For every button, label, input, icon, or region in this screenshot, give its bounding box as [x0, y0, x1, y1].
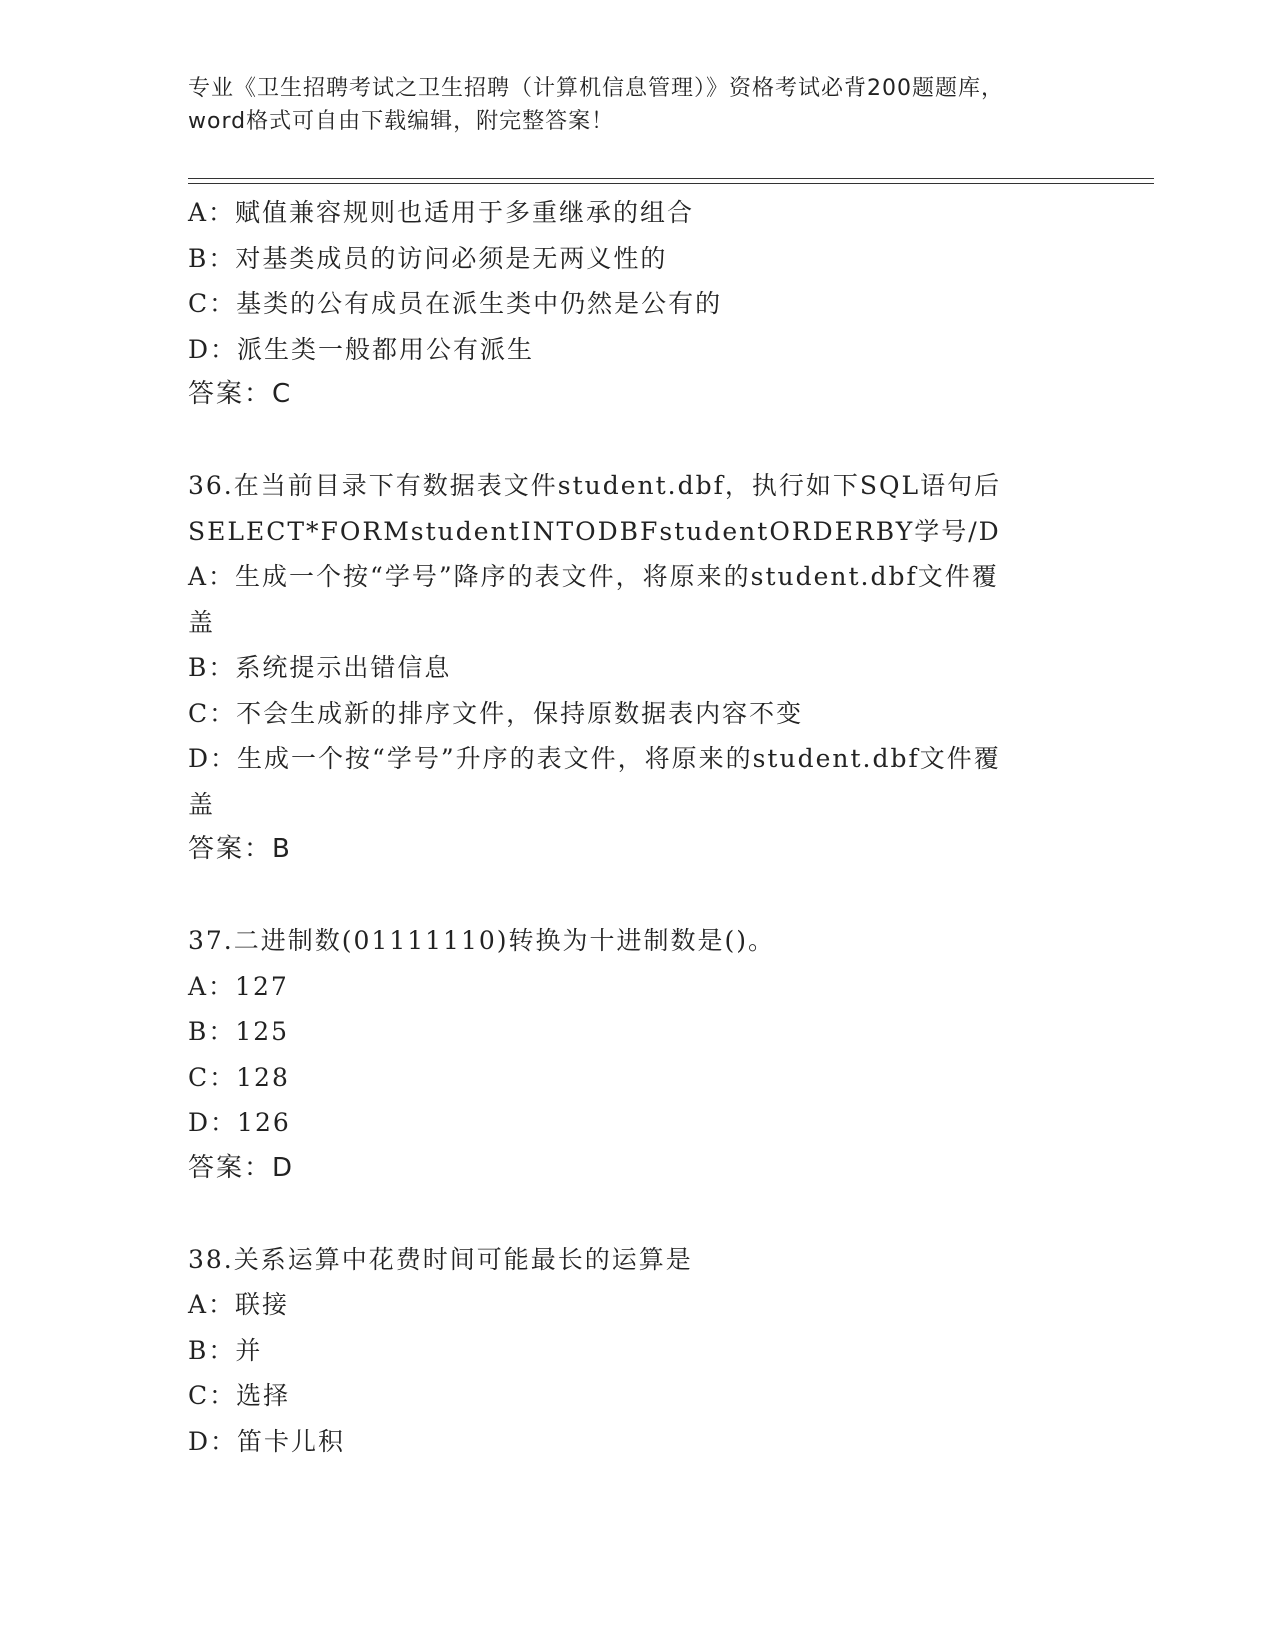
option-c: C：不会生成新的排序文件，保持原数据表内容不变 — [188, 698, 804, 728]
question-36 — [188, 463, 1088, 873]
option-d: D：生成一个按“学号”升序的表文件，将原来的student.dbf文件覆 — [188, 744, 1001, 773]
spacer — [188, 1191, 1088, 1237]
option-a-continued: 盖 — [188, 607, 216, 637]
option-b: B：并 — [188, 1335, 263, 1365]
question-38 — [188, 1237, 1088, 1465]
option-c: C：128 — [188, 1062, 290, 1092]
option-d: D：笛卡儿积 — [188, 1426, 346, 1456]
header-rule-top — [188, 178, 1154, 179]
option-b: B：对基类成员的访问必须是无两义性的 — [188, 243, 668, 273]
document-header — [188, 72, 1088, 138]
question-stem: 38.关系运算中花费时间可能最长的运算是 — [188, 1244, 693, 1274]
option-d: D：派生类一般都用公有派生 — [188, 334, 535, 364]
header-line-2: word格式可自由下载编辑，附完整答案！ — [188, 109, 615, 134]
question-stem-line-1: 36.在当前目录下有数据表文件student.dbf，执行如下SQL语句后 — [188, 471, 1002, 500]
spacer — [188, 873, 1088, 919]
option-b: B：系统提示出错信息 — [188, 653, 452, 682]
option-b: B：125 — [188, 1017, 290, 1046]
answer: 答案：D — [188, 1152, 295, 1183]
header-rule-bottom — [188, 183, 1154, 184]
option-d-continued: 盖 — [188, 789, 216, 819]
question-35-tail — [188, 190, 1088, 418]
option-a: A：赋值兼容规则也适用于多重继承的组合 — [188, 198, 695, 227]
question-stem-line-2: SELECT*FORMstudentINTODBFstudentORDERBY学号/D — [188, 516, 1001, 546]
question-list — [188, 190, 1088, 1464]
answer: 答案：C — [188, 379, 293, 409]
question-stem: 37.二进制数(01111110)转换为十进制数是()。 — [188, 926, 776, 955]
spacer — [188, 418, 1088, 464]
option-a: A：联接 — [188, 1290, 290, 1319]
option-c: C：基类的公有成员在派生类中仍然是公有的 — [188, 289, 723, 318]
question-37 — [188, 918, 1088, 1191]
option-a: A：生成一个按“学号”降序的表文件，将原来的student.dbf文件覆 — [188, 562, 999, 591]
option-d: D：126 — [188, 1108, 291, 1137]
option-c: C：选择 — [188, 1381, 291, 1410]
option-a: A：127 — [188, 971, 289, 1001]
answer: 答案：B — [188, 834, 292, 864]
header-line-1: 专业《卫生招聘考试之卫生招聘（计算机信息管理）》资格考试必背200题题库， — [188, 76, 1004, 101]
